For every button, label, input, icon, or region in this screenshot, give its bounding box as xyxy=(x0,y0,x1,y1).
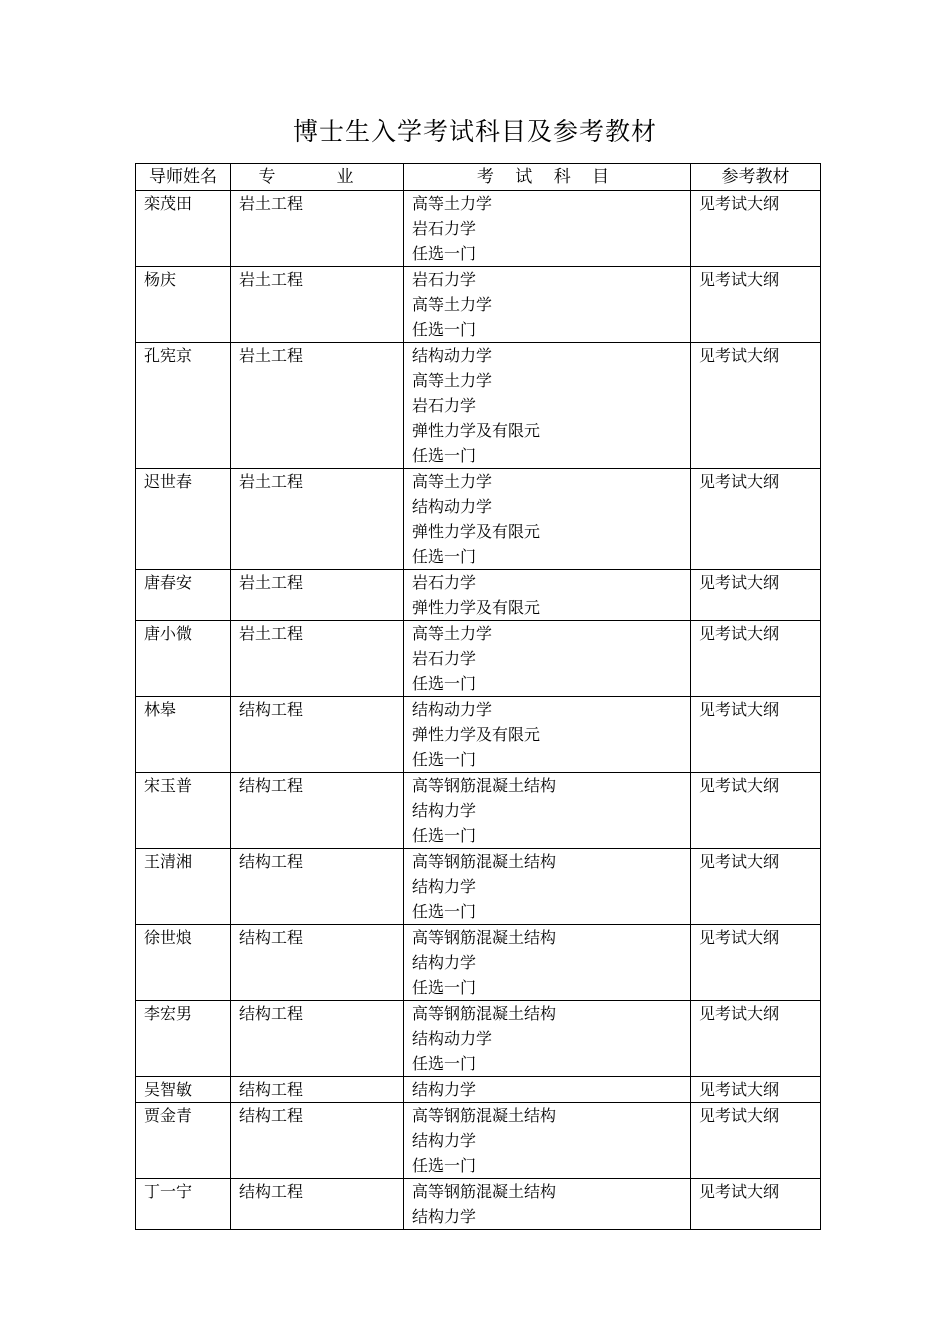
exam-subject: 任选一门 xyxy=(412,978,477,997)
exam-table xyxy=(135,163,821,1230)
reference-textbook: 见考试大纲 xyxy=(691,1179,821,1230)
exam-subject: 任选一门 xyxy=(412,902,477,921)
exam-subject: 任选一门 xyxy=(412,826,477,845)
advisor-name: 丁一宁 xyxy=(136,1179,231,1230)
advisor-name: 迟世春 xyxy=(136,469,231,570)
reference-textbook: 见考试大纲 xyxy=(691,1103,821,1179)
table-row xyxy=(136,343,821,469)
exam-subject: 结构力学 xyxy=(412,1131,477,1150)
exam-subject: 高等土力学 xyxy=(412,472,493,491)
exam-subjects xyxy=(404,267,691,343)
advisor-name: 栾茂田 xyxy=(136,191,231,267)
major: 结构工程 xyxy=(231,1077,404,1103)
exam-subject: 高等钢筋混凝土结构 xyxy=(412,1106,557,1125)
exam-subject: 岩石力学 xyxy=(412,270,477,289)
exam-subject: 高等土力学 xyxy=(412,295,493,314)
exam-subject: 岩石力学 xyxy=(412,396,477,415)
table-row xyxy=(136,849,821,925)
exam-subject: 任选一门 xyxy=(412,320,477,339)
exam-subjects xyxy=(404,1077,691,1103)
exam-subject: 高等钢筋混凝土结构 xyxy=(412,776,557,795)
header-major: 专 业 xyxy=(231,164,404,191)
advisor-name: 林皋 xyxy=(136,697,231,773)
exam-subject: 任选一门 xyxy=(412,1156,477,1175)
advisor-name: 唐春安 xyxy=(136,570,231,621)
exam-subject: 弹性力学及有限元 xyxy=(412,725,541,744)
table-row xyxy=(136,191,821,267)
exam-subject: 高等土力学 xyxy=(412,371,493,390)
exam-subject: 高等钢筋混凝土结构 xyxy=(412,1182,557,1201)
table-row xyxy=(136,267,821,343)
exam-subject: 任选一门 xyxy=(412,1054,477,1073)
table-row xyxy=(136,697,821,773)
table-body xyxy=(136,191,821,1230)
header-row xyxy=(136,164,821,191)
header-advisor-name: 导师姓名 xyxy=(136,164,231,191)
major: 结构工程 xyxy=(231,849,404,925)
exam-subject: 高等钢筋混凝土结构 xyxy=(412,1004,557,1023)
exam-subjects xyxy=(404,570,691,621)
table-row xyxy=(136,1001,821,1077)
advisor-name: 孔宪京 xyxy=(136,343,231,469)
table-row xyxy=(136,469,821,570)
exam-subject: 结构动力学 xyxy=(412,346,493,365)
exam-subject: 高等钢筋混凝土结构 xyxy=(412,928,557,947)
major: 岩土工程 xyxy=(231,191,404,267)
exam-subjects xyxy=(404,697,691,773)
major: 结构工程 xyxy=(231,1001,404,1077)
exam-subject: 弹性力学及有限元 xyxy=(412,421,541,440)
exam-subject: 高等钢筋混凝土结构 xyxy=(412,852,557,871)
reference-textbook: 见考试大纲 xyxy=(691,849,821,925)
header-textbook: 参考教材 xyxy=(691,164,821,191)
reference-textbook: 见考试大纲 xyxy=(691,343,821,469)
table-row xyxy=(136,1077,821,1103)
table-row xyxy=(136,621,821,697)
exam-subjects xyxy=(404,191,691,267)
exam-subject: 岩石力学 xyxy=(412,573,477,592)
exam-subject: 任选一门 xyxy=(412,547,477,566)
major: 岩土工程 xyxy=(231,267,404,343)
table-row xyxy=(136,773,821,849)
reference-textbook: 见考试大纲 xyxy=(691,469,821,570)
exam-subject: 任选一门 xyxy=(412,674,477,693)
exam-subject: 弹性力学及有限元 xyxy=(412,522,541,541)
exam-subject: 岩石力学 xyxy=(412,649,477,668)
exam-subject: 高等土力学 xyxy=(412,624,493,643)
reference-textbook: 见考试大纲 xyxy=(691,697,821,773)
advisor-name: 王清湘 xyxy=(136,849,231,925)
major: 岩土工程 xyxy=(231,343,404,469)
exam-subjects xyxy=(404,343,691,469)
exam-subject: 结构动力学 xyxy=(412,1029,493,1048)
major: 结构工程 xyxy=(231,1179,404,1230)
exam-subject: 高等土力学 xyxy=(412,194,493,213)
reference-textbook: 见考试大纲 xyxy=(691,925,821,1001)
reference-textbook: 见考试大纲 xyxy=(691,1001,821,1077)
exam-subjects xyxy=(404,1179,691,1230)
exam-subject: 岩石力学 xyxy=(412,219,477,238)
page-title: 博士生入学考试科目及参考教材 xyxy=(292,117,657,146)
exam-subject: 结构力学 xyxy=(412,877,477,896)
major: 结构工程 xyxy=(231,773,404,849)
advisor-name: 吴智敏 xyxy=(136,1077,231,1103)
advisor-name: 宋玉普 xyxy=(136,773,231,849)
advisor-name: 徐世烺 xyxy=(136,925,231,1001)
exam-subjects xyxy=(404,1103,691,1179)
major: 结构工程 xyxy=(231,697,404,773)
reference-textbook: 见考试大纲 xyxy=(691,570,821,621)
exam-subject: 结构动力学 xyxy=(412,700,493,719)
exam-subjects xyxy=(404,621,691,697)
reference-textbook: 见考试大纲 xyxy=(691,191,821,267)
table-row xyxy=(136,1179,821,1230)
exam-subject: 结构力学 xyxy=(412,1080,477,1099)
major: 岩土工程 xyxy=(231,621,404,697)
reference-textbook: 见考试大纲 xyxy=(691,1077,821,1103)
exam-subject: 弹性力学及有限元 xyxy=(412,598,541,617)
advisor-name: 李宏男 xyxy=(136,1001,231,1077)
major: 岩土工程 xyxy=(231,469,404,570)
exam-subjects xyxy=(404,849,691,925)
major: 结构工程 xyxy=(231,925,404,1001)
table-row xyxy=(136,570,821,621)
exam-subject: 任选一门 xyxy=(412,244,477,263)
exam-subject: 任选一门 xyxy=(412,446,477,465)
advisor-name: 贾金青 xyxy=(136,1103,231,1179)
exam-subject: 结构动力学 xyxy=(412,497,493,516)
exam-subjects xyxy=(404,925,691,1001)
advisor-name: 唐小微 xyxy=(136,621,231,697)
exam-subjects xyxy=(404,469,691,570)
major: 岩土工程 xyxy=(231,570,404,621)
table-row xyxy=(136,1103,821,1179)
reference-textbook: 见考试大纲 xyxy=(691,621,821,697)
exam-subject: 结构力学 xyxy=(412,1207,477,1226)
advisor-name: 杨庆 xyxy=(136,267,231,343)
reference-textbook: 见考试大纲 xyxy=(691,267,821,343)
exam-subject: 结构力学 xyxy=(412,801,477,820)
exam-subject: 结构力学 xyxy=(412,953,477,972)
exam-subjects xyxy=(404,773,691,849)
exam-subjects xyxy=(404,1001,691,1077)
exam-subject: 任选一门 xyxy=(412,750,477,769)
header-exam-subjects: 考 试 科 目 xyxy=(404,164,691,191)
reference-textbook: 见考试大纲 xyxy=(691,773,821,849)
major: 结构工程 xyxy=(231,1103,404,1179)
table-row xyxy=(136,925,821,1001)
